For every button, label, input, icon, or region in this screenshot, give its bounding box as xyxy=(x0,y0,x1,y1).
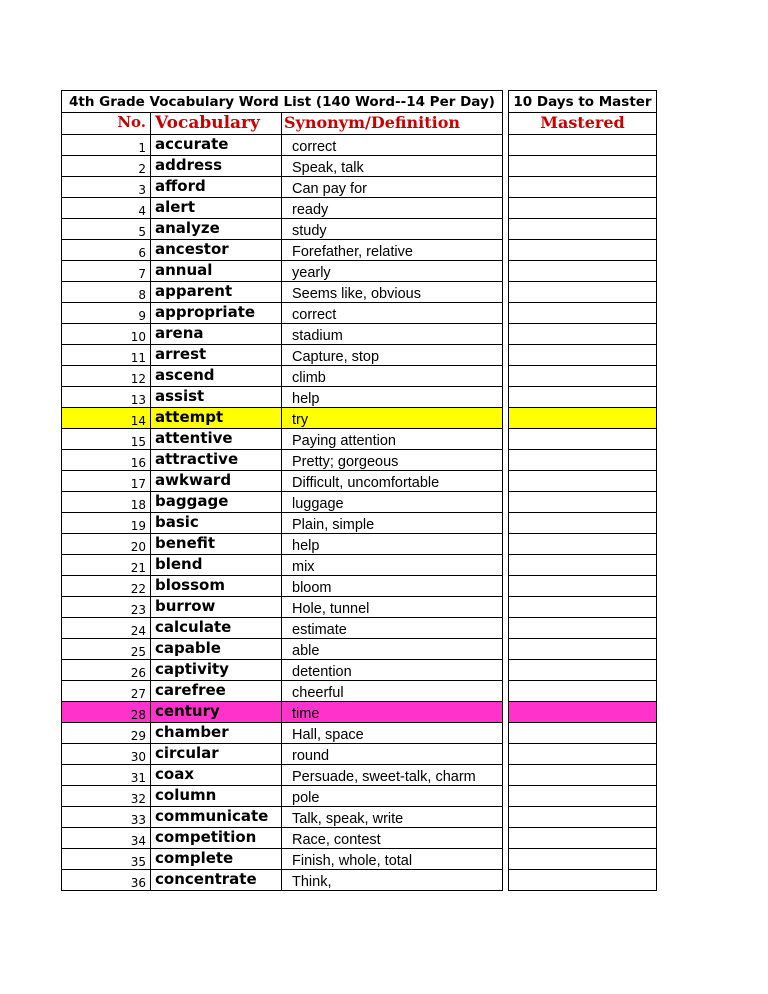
table-row xyxy=(62,156,657,177)
mastered-cell xyxy=(509,702,657,723)
row-number: 3 xyxy=(62,177,151,198)
table-row xyxy=(62,471,657,492)
row-number: 7 xyxy=(62,261,151,282)
mastered-cell xyxy=(509,408,657,429)
mastered-cell xyxy=(509,639,657,660)
vocabulary-word: column xyxy=(151,786,282,807)
vocabulary-word: communicate xyxy=(151,807,282,828)
vocabulary-word: annual xyxy=(151,261,282,282)
mastered-cell xyxy=(509,366,657,387)
row-number: 33 xyxy=(62,807,151,828)
mastered-cell xyxy=(509,723,657,744)
mastered-cell xyxy=(509,849,657,870)
row-number: 6 xyxy=(62,240,151,261)
row-number: 18 xyxy=(62,492,151,513)
vocabulary-word: basic xyxy=(151,513,282,534)
table-row xyxy=(62,765,657,786)
table-row xyxy=(62,198,657,219)
mastered-cell xyxy=(509,240,657,261)
vocabulary-word: arena xyxy=(151,324,282,345)
mastered-cell xyxy=(509,282,657,303)
synonym-header: Synonym/Definition xyxy=(282,113,503,135)
row-number: 20 xyxy=(62,534,151,555)
row-number: 32 xyxy=(62,786,151,807)
vocabulary-header: Vocabulary xyxy=(151,113,282,135)
synonym-definition: Paying attention xyxy=(282,429,503,450)
row-number: 31 xyxy=(62,765,151,786)
synonym-definition: round xyxy=(282,744,503,765)
mastered-cell xyxy=(509,156,657,177)
synonym-definition: cheerful xyxy=(282,681,503,702)
vocabulary-word: concentrate xyxy=(151,870,282,891)
header-row xyxy=(62,113,657,135)
row-number: 34 xyxy=(62,828,151,849)
mastered-cell xyxy=(509,303,657,324)
synonym-definition: pole xyxy=(282,786,503,807)
table-row xyxy=(62,492,657,513)
vocabulary-word: ascend xyxy=(151,366,282,387)
row-number: 22 xyxy=(62,576,151,597)
mastered-cell xyxy=(509,177,657,198)
mastered-cell xyxy=(509,576,657,597)
table-row xyxy=(62,282,657,303)
synonym-definition: detention xyxy=(282,660,503,681)
synonym-definition: help xyxy=(282,534,503,555)
vocabulary-word: assist xyxy=(151,387,282,408)
table-row xyxy=(62,681,657,702)
table-row xyxy=(62,534,657,555)
vocabulary-word: afford xyxy=(151,177,282,198)
mastered-cell xyxy=(509,450,657,471)
table-row xyxy=(62,786,657,807)
table-row xyxy=(62,135,657,156)
vocabulary-word: captivity xyxy=(151,660,282,681)
row-number: 16 xyxy=(62,450,151,471)
table-row xyxy=(62,639,657,660)
table-row xyxy=(62,345,657,366)
table-row xyxy=(62,450,657,471)
synonym-definition: estimate xyxy=(282,618,503,639)
synonym-definition: Forefather, relative xyxy=(282,240,503,261)
table-row xyxy=(62,849,657,870)
table-row xyxy=(62,303,657,324)
vocabulary-word: coax xyxy=(151,765,282,786)
vocabulary-word: awkward xyxy=(151,471,282,492)
row-number: 9 xyxy=(62,303,151,324)
synonym-definition: Finish, whole, total xyxy=(282,849,503,870)
table-row xyxy=(62,177,657,198)
synonym-definition: Think, xyxy=(282,870,503,891)
synonym-definition: Can pay for xyxy=(282,177,503,198)
table-row xyxy=(62,702,657,723)
synonym-definition: stadium xyxy=(282,324,503,345)
vocabulary-word: apparent xyxy=(151,282,282,303)
row-number: 30 xyxy=(62,744,151,765)
mastered-cell xyxy=(509,870,657,891)
vocabulary-word: chamber xyxy=(151,723,282,744)
synonym-definition: Plain, simple xyxy=(282,513,503,534)
number-header: No. xyxy=(62,113,151,135)
list-title: 4th Grade Vocabulary Word List (140 Word--14 Per Day) xyxy=(62,91,503,113)
title-row xyxy=(62,91,657,113)
vocabulary-word: complete xyxy=(151,849,282,870)
table-row xyxy=(62,219,657,240)
mastered-cell xyxy=(509,555,657,576)
row-number: 24 xyxy=(62,618,151,639)
mastered-cell xyxy=(509,597,657,618)
synonym-definition: Pretty; gorgeous xyxy=(282,450,503,471)
vocabulary-word: blend xyxy=(151,555,282,576)
synonym-definition: yearly xyxy=(282,261,503,282)
row-number: 1 xyxy=(62,135,151,156)
table-row xyxy=(62,807,657,828)
vocabulary-word: carefree xyxy=(151,681,282,702)
synonym-definition: climb xyxy=(282,366,503,387)
table-row xyxy=(62,324,657,345)
row-number: 2 xyxy=(62,156,151,177)
vocabulary-word: benefit xyxy=(151,534,282,555)
synonym-definition: try xyxy=(282,408,503,429)
mastered-cell xyxy=(509,828,657,849)
row-number: 26 xyxy=(62,660,151,681)
table-row xyxy=(62,828,657,849)
synonym-definition: study xyxy=(282,219,503,240)
row-number: 23 xyxy=(62,597,151,618)
mastered-cell xyxy=(509,660,657,681)
synonym-definition: Persuade, sweet-talk, charm xyxy=(282,765,503,786)
synonym-definition: help xyxy=(282,387,503,408)
row-number: 11 xyxy=(62,345,151,366)
row-number: 25 xyxy=(62,639,151,660)
synonym-definition: Hole, tunnel xyxy=(282,597,503,618)
table-row xyxy=(62,408,657,429)
table-row xyxy=(62,555,657,576)
mastered-cell xyxy=(509,261,657,282)
row-number: 19 xyxy=(62,513,151,534)
mastered-cell xyxy=(509,765,657,786)
row-number: 17 xyxy=(62,471,151,492)
synonym-definition: luggage xyxy=(282,492,503,513)
row-number: 10 xyxy=(62,324,151,345)
mastered-cell xyxy=(509,513,657,534)
table-row xyxy=(62,366,657,387)
table-row xyxy=(62,870,657,891)
synonym-definition: time xyxy=(282,702,503,723)
synonym-definition: Capture, stop xyxy=(282,345,503,366)
mastered-cell xyxy=(509,786,657,807)
mastery-title: 10 Days to Master xyxy=(509,91,657,113)
vocabulary-word: accurate xyxy=(151,135,282,156)
mastered-cell xyxy=(509,471,657,492)
synonym-definition: ready xyxy=(282,198,503,219)
row-number: 8 xyxy=(62,282,151,303)
mastered-cell xyxy=(509,618,657,639)
table-row xyxy=(62,618,657,639)
table-row xyxy=(62,429,657,450)
table-row xyxy=(62,744,657,765)
vocabulary-word: circular xyxy=(151,744,282,765)
synonym-definition: Speak, talk xyxy=(282,156,503,177)
mastered-cell xyxy=(509,345,657,366)
vocabulary-word: appropriate xyxy=(151,303,282,324)
synonym-definition: Difficult, uncomfortable xyxy=(282,471,503,492)
vocabulary-word: century xyxy=(151,702,282,723)
synonym-definition: Seems like, obvious xyxy=(282,282,503,303)
vocabulary-word: attempt xyxy=(151,408,282,429)
vocabulary-word: capable xyxy=(151,639,282,660)
vocabulary-word: attentive xyxy=(151,429,282,450)
row-number: 36 xyxy=(62,870,151,891)
synonym-definition: Race, contest xyxy=(282,828,503,849)
vocabulary-word: baggage xyxy=(151,492,282,513)
vocabulary-word: competition xyxy=(151,828,282,849)
mastered-cell xyxy=(509,324,657,345)
row-number: 12 xyxy=(62,366,151,387)
row-number: 28 xyxy=(62,702,151,723)
table-row xyxy=(62,723,657,744)
mastered-cell xyxy=(509,135,657,156)
vocabulary-word: ancestor xyxy=(151,240,282,261)
mastered-cell xyxy=(509,681,657,702)
vocabulary-word: attractive xyxy=(151,450,282,471)
table-row xyxy=(62,660,657,681)
vocabulary-word: blossom xyxy=(151,576,282,597)
row-number: 14 xyxy=(62,408,151,429)
synonym-definition: correct xyxy=(282,303,503,324)
mastered-cell xyxy=(509,807,657,828)
mastered-cell xyxy=(509,198,657,219)
row-number: 13 xyxy=(62,387,151,408)
row-number: 21 xyxy=(62,555,151,576)
mastered-cell xyxy=(509,219,657,240)
vocabulary-word: calculate xyxy=(151,618,282,639)
table-row xyxy=(62,240,657,261)
synonym-definition: mix xyxy=(282,555,503,576)
synonym-definition: able xyxy=(282,639,503,660)
mastered-cell xyxy=(509,492,657,513)
table-row xyxy=(62,387,657,408)
vocabulary-word: arrest xyxy=(151,345,282,366)
row-number: 5 xyxy=(62,219,151,240)
synonym-definition: bloom xyxy=(282,576,503,597)
table-row xyxy=(62,261,657,282)
vocabulary-table xyxy=(61,90,657,891)
row-number: 29 xyxy=(62,723,151,744)
vocabulary-word: analyze xyxy=(151,219,282,240)
vocabulary-word: burrow xyxy=(151,597,282,618)
vocabulary-word: address xyxy=(151,156,282,177)
row-number: 35 xyxy=(62,849,151,870)
mastered-cell xyxy=(509,429,657,450)
table-row xyxy=(62,597,657,618)
row-number: 15 xyxy=(62,429,151,450)
synonym-definition: Hall, space xyxy=(282,723,503,744)
mastered-cell xyxy=(509,387,657,408)
mastered-cell xyxy=(509,534,657,555)
row-number: 4 xyxy=(62,198,151,219)
row-number: 27 xyxy=(62,681,151,702)
synonym-definition: Talk, speak, write xyxy=(282,807,503,828)
table-row xyxy=(62,513,657,534)
table-row xyxy=(62,576,657,597)
synonym-definition: correct xyxy=(282,135,503,156)
mastered-cell xyxy=(509,744,657,765)
vocabulary-word: alert xyxy=(151,198,282,219)
mastered-header: Mastered xyxy=(509,113,657,135)
